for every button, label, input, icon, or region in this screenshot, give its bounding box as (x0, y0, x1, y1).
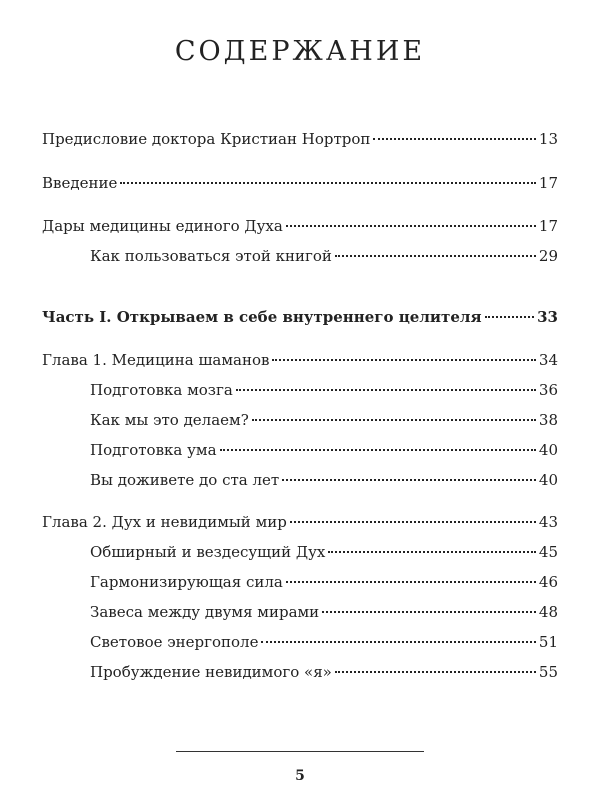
toc-entry-page: 33 (537, 308, 558, 326)
toc-entry-page: 40 (538, 471, 558, 489)
toc-entry-label: Введение (42, 174, 118, 192)
toc-leader-dots (286, 581, 536, 583)
toc-leader-dots (335, 255, 536, 257)
toc-entry-label: Подготовка ума (90, 441, 217, 459)
toc-entry-page: 40 (538, 441, 558, 459)
toc-entry-label: Пробуждение невидимого «я» (90, 663, 332, 681)
toc-leader-dots (120, 182, 536, 184)
toc-entry-label: Часть I. Открываем в себе внутреннего целителя (42, 308, 482, 326)
toc-entry-label: Как мы это делаем? (90, 411, 249, 429)
toc-leader-dots (252, 419, 536, 421)
toc-leader-dots (373, 138, 536, 140)
footer-divider (176, 751, 424, 752)
toc-leader-dots (290, 521, 536, 523)
toc-part-entry (42, 307, 558, 327)
toc-entry-label: Обширный и вездесущий Дух (90, 543, 326, 561)
toc-entry-page: 34 (538, 351, 558, 369)
toc-subentry (90, 542, 558, 562)
toc-entry-label: Вы доживете до ста лет (90, 471, 280, 489)
toc-entry-page: 46 (538, 573, 558, 591)
toc-entry-page: 43 (538, 513, 558, 531)
toc-subentry (90, 470, 558, 490)
toc-leader-dots (272, 359, 535, 361)
toc-entry-page: 29 (538, 247, 558, 265)
toc-leader-dots (236, 389, 536, 391)
toc-subentry (90, 572, 558, 592)
toc-entry (42, 129, 558, 149)
toc-entry-label: Завеса между двумя мирами (90, 603, 320, 621)
toc-entry-page: 55 (538, 663, 558, 681)
page-title: СОДЕРЖАНИЕ (174, 36, 426, 67)
toc-leader-dots (282, 479, 536, 481)
toc-entry-page: 17 (538, 174, 558, 192)
toc-entry (42, 216, 558, 236)
toc-subentry (90, 246, 558, 266)
toc-entry-label: Глава 1. Медицина шаманов (42, 351, 270, 369)
toc-entry-label: Как пользоваться этой книгой (90, 247, 332, 265)
toc-subentry (90, 380, 558, 400)
toc-subentry (90, 602, 558, 622)
toc-entry-page: 13 (538, 130, 558, 148)
toc-leader-dots (322, 611, 536, 613)
toc-entry-page: 38 (538, 411, 558, 429)
toc-subentry (90, 662, 558, 682)
toc-subentry (90, 632, 558, 652)
page-number: 5 (295, 768, 305, 784)
toc-subentry (90, 440, 558, 460)
toc-entry-page: 36 (538, 381, 558, 399)
toc-entry (42, 350, 558, 370)
toc-entry-page: 17 (538, 217, 558, 235)
toc-leader-dots (328, 551, 536, 553)
toc-leader-dots (220, 449, 536, 451)
toc-entry-label: Предисловие доктора Кристиан Нортроп (42, 130, 371, 148)
toc-entry-label: Дары медицины единого Духа (42, 217, 283, 235)
toc-entry-label: Подготовка мозга (90, 381, 233, 399)
toc-entry-page: 48 (538, 603, 558, 621)
toc-entry-page: 45 (538, 543, 558, 561)
toc-entry-label: Гармонизирующая сила (90, 573, 283, 591)
toc-subentry (90, 410, 558, 430)
toc-entry-label: Глава 2. Дух и невидимый мир (42, 513, 287, 531)
toc-leader-dots (485, 316, 535, 318)
toc-entry (42, 512, 558, 532)
toc-leader-dots (261, 641, 535, 643)
toc-leader-dots (335, 671, 536, 673)
toc-entry-page: 51 (538, 633, 558, 651)
toc-entry (42, 173, 558, 193)
toc-entry-label: Световое энергополе (90, 633, 259, 651)
toc-leader-dots (286, 225, 536, 227)
